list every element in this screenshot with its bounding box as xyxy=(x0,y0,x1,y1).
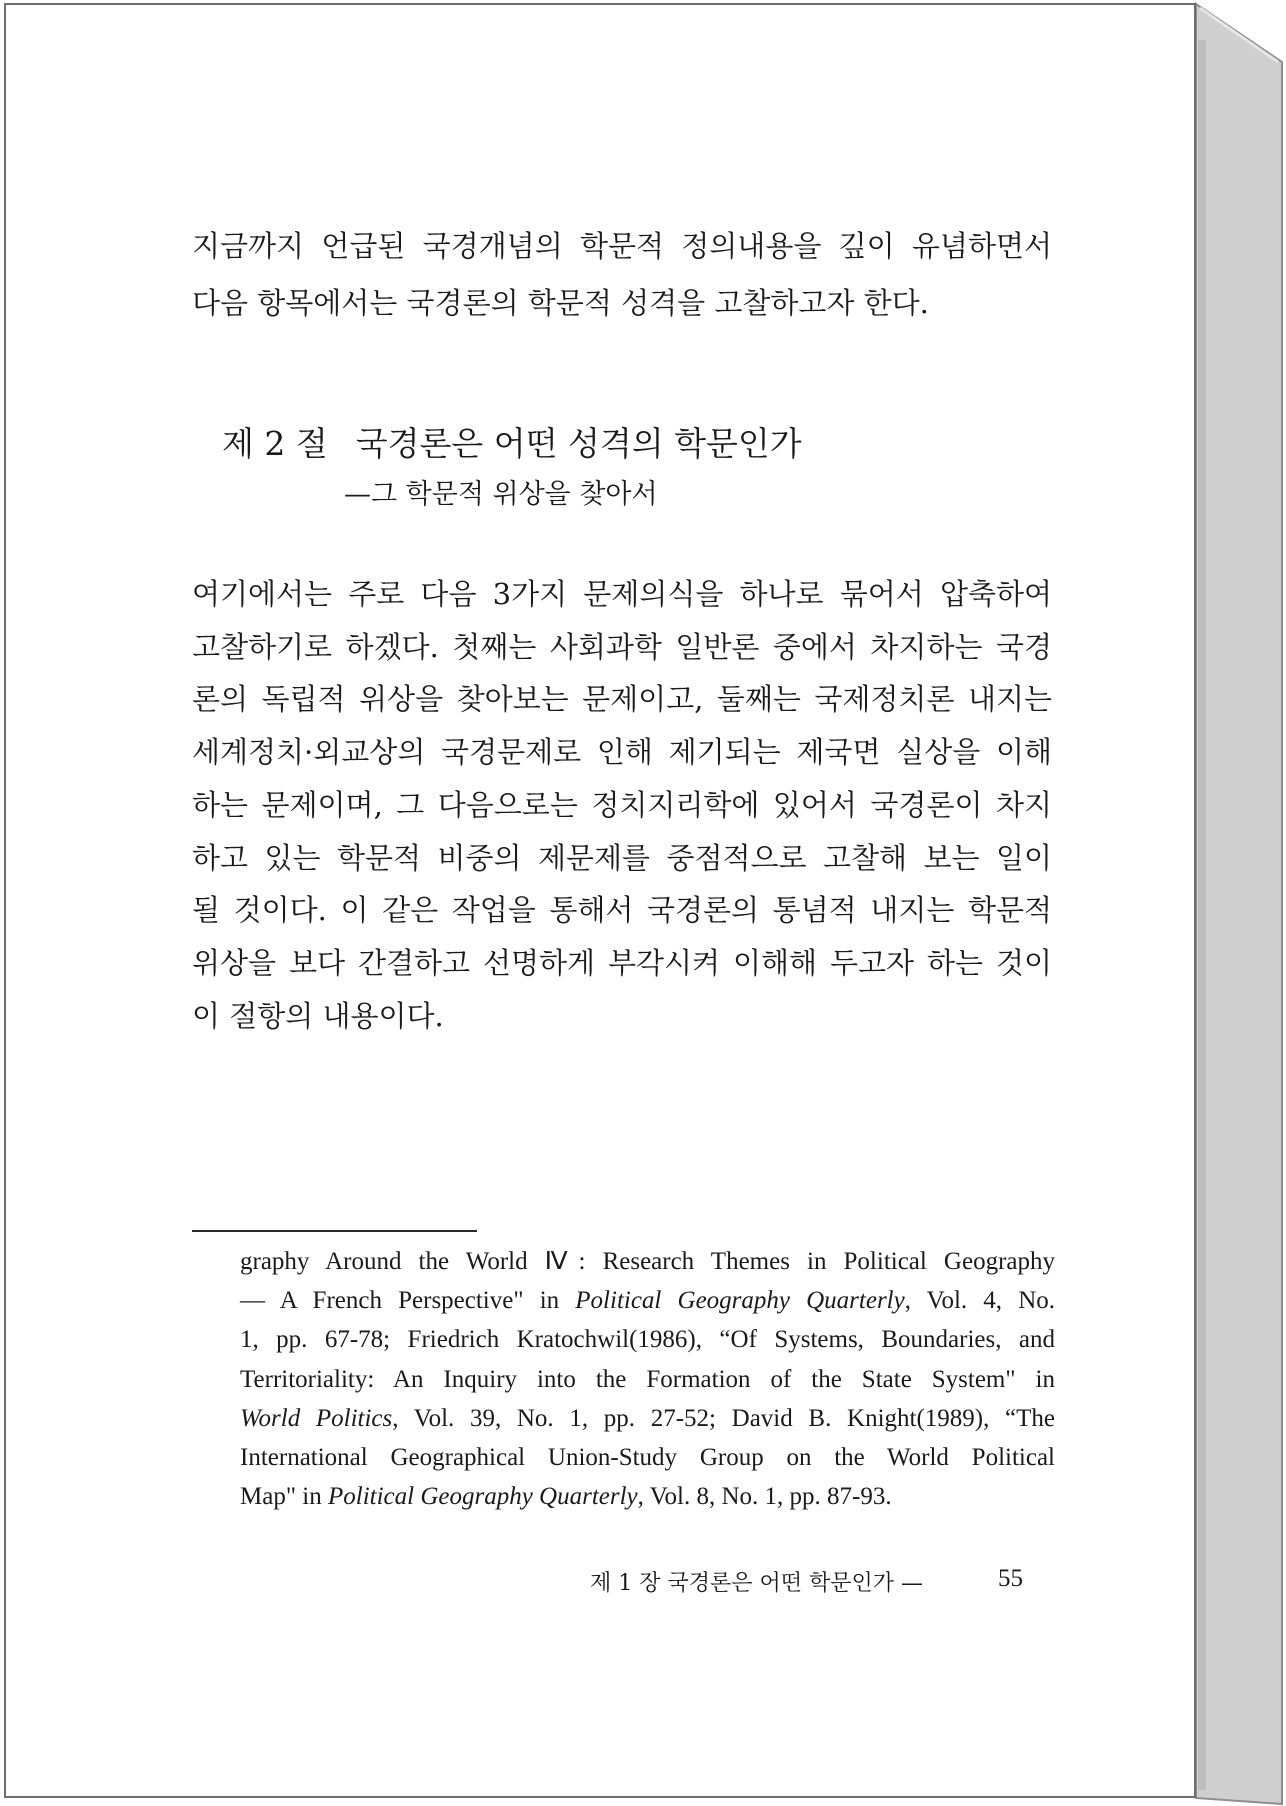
running-footer: 제 1 장 국경론은 어떤 학문인가 — xyxy=(590,1571,923,1596)
footnote-text: Map" in xyxy=(240,1483,328,1511)
section-subtitle: —그 학문적 위상을 찾아서 xyxy=(344,479,658,510)
footnote-line xyxy=(240,1399,1055,1438)
intro-line: 지금까지 언급된 국경개념의 학문적 정의내용을 깊이 유념하면서 xyxy=(192,229,1052,263)
section-heading xyxy=(222,418,802,465)
main-line: 될 것이다. 이 같은 작업을 통해서 국경론의 통념적 내지는 학문적 xyxy=(192,893,1052,928)
footnote-journal-title: World Politics xyxy=(240,1404,393,1432)
footnote-journal-title: Political Geography Quarterly xyxy=(327,1483,638,1511)
main-line: 세계정치·외교상의 국경문제로 인해 제기되는 제국면 실상을 이해 xyxy=(192,735,1052,770)
footnote-text: , Vol. 4, No. xyxy=(904,1287,1055,1315)
section-number: 제 2 절 xyxy=(222,424,328,463)
footnote-journal-title: Political Geography Quarterly xyxy=(575,1287,905,1315)
main-line: 하는 문제이며, 그 다음으로는 정치지리학에 있어서 국경론이 차지 xyxy=(192,787,1052,822)
intro-paragraph xyxy=(192,218,1052,332)
main-line: 여기에서는 주로 다음 3가지 문제의식을 하나로 묶어서 압축하여 xyxy=(192,577,1052,611)
footnote-text: — A French Perspective" in xyxy=(240,1287,576,1315)
footnote xyxy=(240,1242,1055,1516)
footnote-text: , Vol. 8, No. 1, pp. 87-93. xyxy=(637,1483,892,1511)
footnote-line: International Geographical Union-Study Group on the World Political xyxy=(240,1444,1055,1472)
book-side-gradient xyxy=(1198,40,1206,1790)
main-line: 하고 있는 학문적 비중의 제문제를 중점적으로 고찰해 보는 일이 xyxy=(192,840,1052,875)
main-line: 이 절항의 내용이다. xyxy=(192,998,444,1033)
footnote-text: , Vol. 39, No. 1, pp. 27-52; David B. Knight(1989), “The xyxy=(392,1404,1055,1432)
footnote-line xyxy=(240,1477,1055,1516)
footnote-line xyxy=(240,1281,1055,1320)
book-side-face xyxy=(1196,4,1282,1804)
section-title: 국경론은 어떤 성격의 학문인가 xyxy=(355,424,802,463)
main-paragraph xyxy=(192,568,1052,1042)
page-number: 55 xyxy=(998,1565,1023,1592)
footnote-line: graphy Around the World Ⅳ: Research Themes in Political Geography xyxy=(240,1248,1055,1275)
footnote-divider xyxy=(192,1230,477,1232)
main-line: 고찰하기로 하겠다. 첫째는 사회과학 일반론 중에서 차지하는 국경 xyxy=(192,629,1052,664)
footnote-line: Territoriality: An Inquiry into the Formation of the State System" in xyxy=(240,1365,1055,1393)
main-line: 론의 독립적 위상을 찾아보는 문제이고, 둘째는 국제정치론 내지는 xyxy=(192,682,1052,717)
intro-line: 다음 항목에서는 국경론의 학문적 성격을 고찰하고자 한다. xyxy=(192,286,929,320)
main-line: 위상을 보다 간결하고 선명하게 부각시켜 이해해 두고자 하는 것이 xyxy=(192,945,1052,980)
footnote-line: 1, pp. 67-78; Friedrich Kratochwil(1986), “Of Systems, Boundaries, and xyxy=(240,1326,1055,1354)
